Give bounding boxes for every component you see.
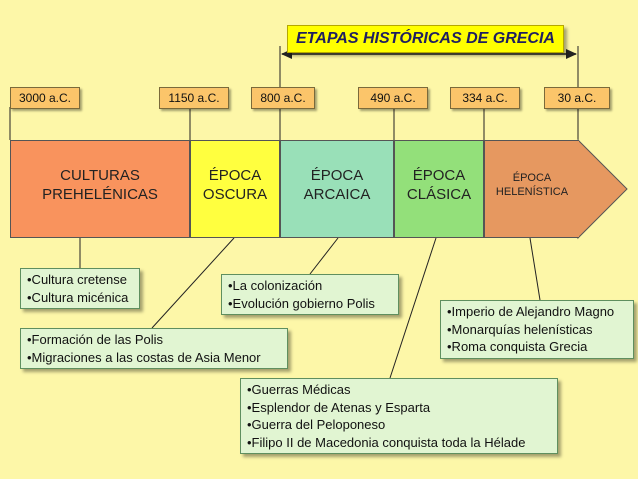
timeline-arrowhead (578, 140, 627, 238)
note-item: •Formación de las Polis (27, 332, 164, 347)
era-clasica (394, 140, 484, 238)
note-item: •Cultura micénica (27, 289, 129, 305)
note-item: •Evolución gobierno Polis (228, 295, 375, 311)
note-item: •La colonización (228, 278, 323, 293)
note-arcaica (221, 274, 399, 315)
note-oscura (20, 328, 288, 369)
era-label: ÉPOCA OSCURA (202, 167, 268, 203)
era-prehelenicas (10, 140, 190, 238)
note-item: •Esplendor de Atenas y Esparta (247, 399, 431, 415)
era-arcaica (280, 140, 394, 238)
era-helenistica (484, 140, 579, 238)
note-helenistica (440, 300, 634, 359)
note-item: •Guerra del Peloponeso (247, 417, 386, 433)
era-oscura (190, 140, 280, 238)
note-item: •Migraciones a las costas de Asia Menor (27, 349, 261, 365)
note-item: •Filipo II de Macedonia conquista toda la Hélade (247, 434, 526, 450)
note-item: •Cultura cretense (27, 272, 127, 287)
date-label-1150: 1150 a.C. (159, 87, 229, 109)
era-label: CULTURAS PREHELÉNICAS (42, 167, 158, 203)
note-item: •Imperio de Alejandro Magno (447, 304, 615, 319)
diagram-title: ETAPAS HISTÓRICAS DE GRECIA (287, 25, 564, 53)
era-label: ÉPOCA HELENÍSTICA (495, 172, 569, 198)
date-label-334: 334 a.C. (450, 87, 520, 109)
date-label-490: 490 a.C. (358, 87, 428, 109)
era-label: ÉPOCA ARCAICA (303, 167, 371, 203)
date-label-800: 800 a.C. (251, 87, 315, 109)
era-label: ÉPOCA CLÁSICA (406, 167, 472, 203)
date-label-3000: 3000 a.C. (10, 87, 80, 109)
note-item: •Monarquías helenísticas (447, 321, 593, 337)
note-item: •Roma conquista Grecia (447, 339, 588, 355)
note-item: •Guerras Médicas (247, 382, 351, 397)
date-label-30: 30 a.C. (544, 87, 610, 109)
note-prehelenicas (20, 268, 140, 309)
note-clasica (240, 378, 558, 454)
